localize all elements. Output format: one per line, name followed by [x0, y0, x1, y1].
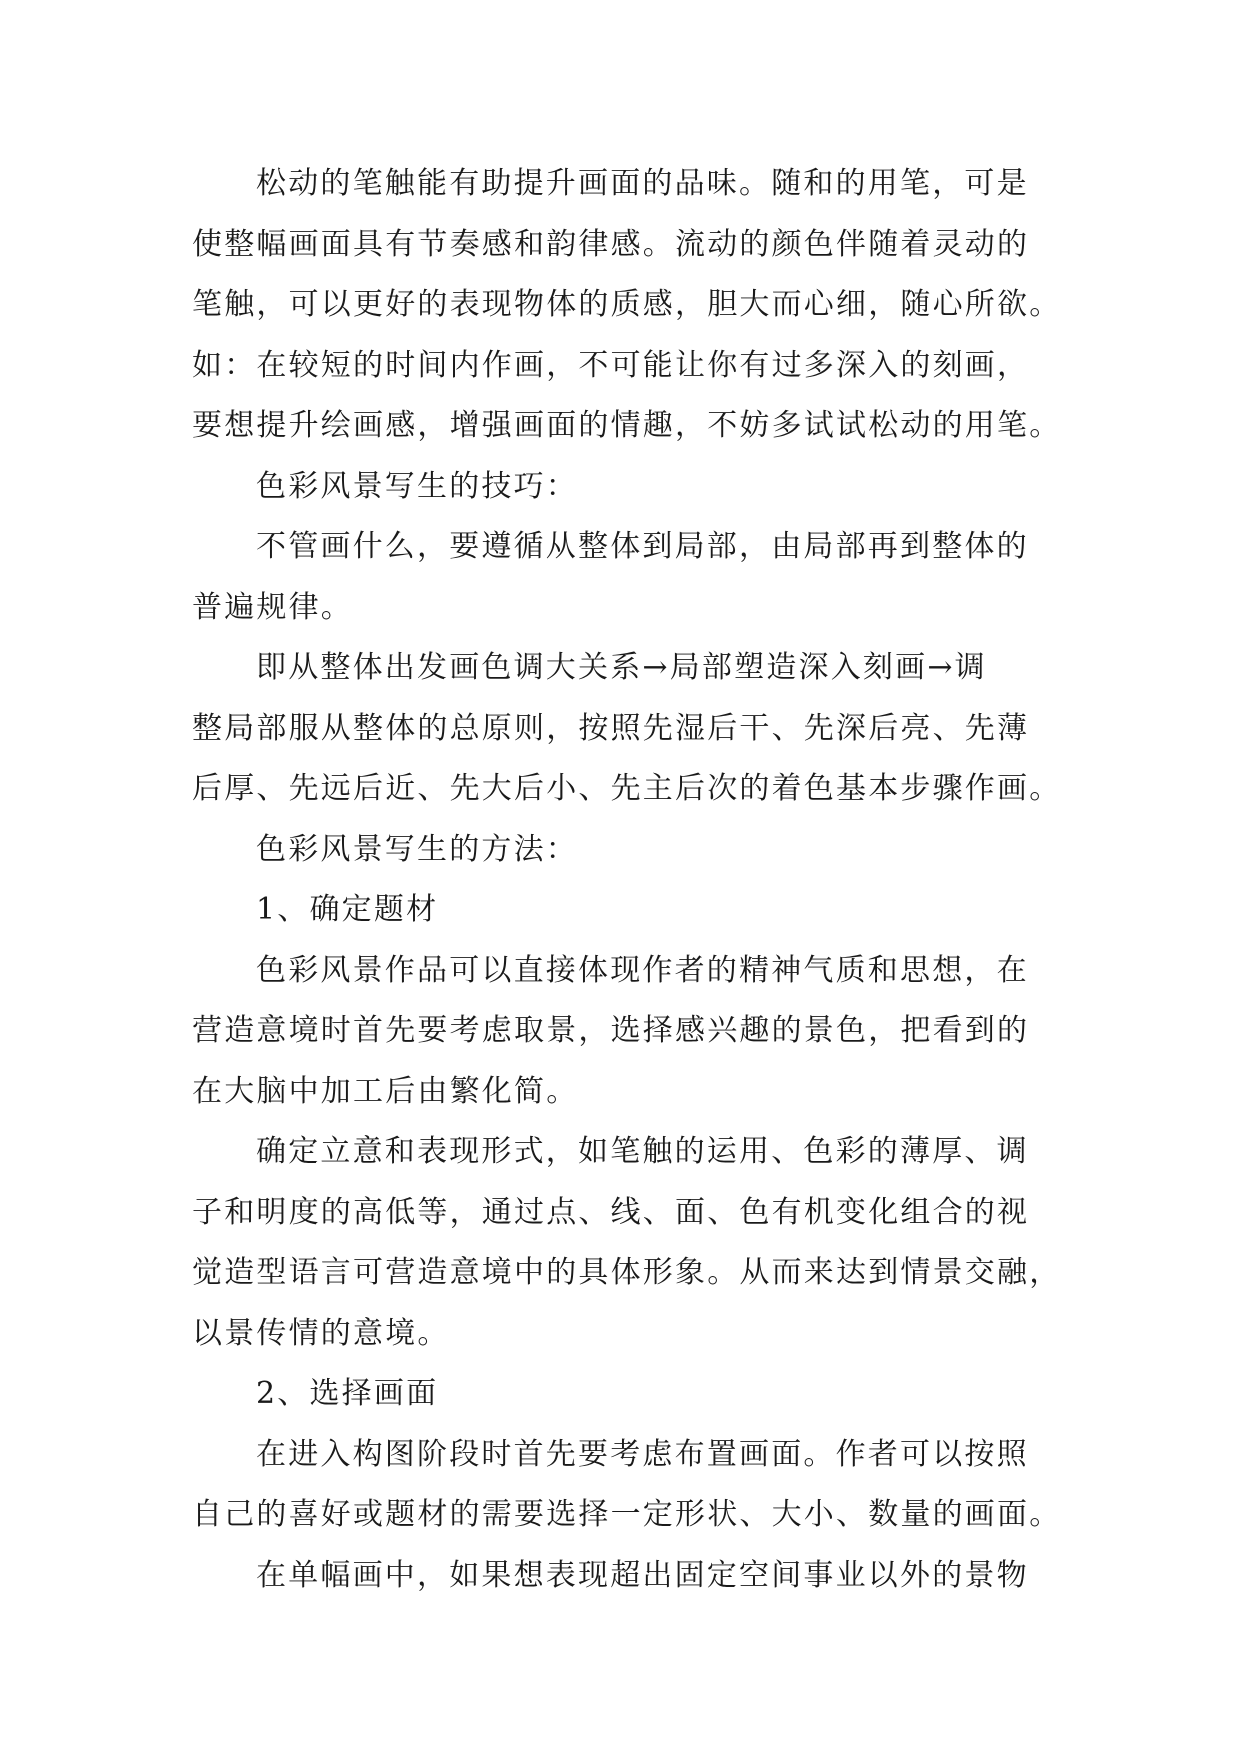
text-line: 2、选择画面	[256, 1376, 439, 1411]
text-line: 在进入构图阶段时首先要考虑布置画面。作者可以按照	[256, 1436, 1029, 1472]
subsection-heading	[192, 1364, 1052, 1425]
paragraph	[192, 1546, 1052, 1607]
paragraph	[192, 517, 1052, 638]
text-line: 1、确定题材	[256, 892, 439, 927]
section-heading	[192, 820, 1052, 881]
text-line: 以景传情的意境。	[192, 1315, 450, 1351]
text-line: 在单幅画中，如果想表现超出固定空间事业以外的景物	[256, 1557, 1029, 1593]
text-line: 要想提升绘画感，增强画面的情趣，不妨多试试松动的用笔。	[192, 408, 1062, 443]
text-line: 觉造型语言可营造意境中的具体形象。从而来达到情景交融，	[192, 1255, 1062, 1290]
text-line: 后厚、先远后近、先大后小、先主后次的着色基本步骤作画。	[192, 771, 1062, 806]
text-line: 色彩风景写生的技巧：	[256, 468, 578, 504]
text-line: 自己的喜好或题材的需要选择一定形状、大小、数量的画面。	[192, 1497, 1062, 1532]
text-line: 子和明度的高低等，通过点、线、面、色有机变化组合的视	[192, 1194, 1030, 1230]
paragraph	[192, 1122, 1062, 1364]
text-line: 在大脑中加工后由繁化简。	[192, 1073, 579, 1109]
document-body	[192, 154, 1062, 1606]
text-line: 不管画什么，要遵循从整体到局部，由局部再到整体的	[256, 529, 1029, 564]
subsection-heading	[192, 880, 1052, 941]
paragraph	[192, 638, 1062, 820]
paragraph	[192, 1425, 1062, 1546]
text-line: 使整幅画面具有节奏感和韵律感。流动的颜色伴随着灵动的	[192, 226, 1030, 262]
text-line: 普遍规律。	[192, 589, 353, 625]
text-line: 整局部服从整体的总原则，按照先湿后干、先深后亮、先薄	[192, 710, 1030, 746]
text-line: 色彩风景写生的方法：	[256, 831, 578, 867]
section-heading	[192, 457, 1052, 518]
text-line: 笔触，可以更好的表现物体的质感，胆大而心细，随心所欲。	[192, 287, 1062, 322]
paragraph	[192, 941, 1052, 1123]
text-line: 营造意境时首先要考虑取景，选择感兴趣的景色，把看到的	[192, 1013, 1030, 1048]
text-line: 即从整体出发画色调大关系→局部塑造深入刻画→调	[256, 650, 987, 685]
text-line: 色彩风景作品可以直接体现作者的精神气质和思想，在	[256, 952, 1029, 988]
text-line: 确定立意和表现形式，如笔触的运用、色彩的薄厚、调	[256, 1134, 1029, 1169]
text-line: 松动的笔触能有助提升画面的品味。随和的用笔，可是	[256, 166, 1029, 201]
text-line: 如：在较短的时间内作画，不可能让你有过多深入的刻画，	[192, 347, 1030, 383]
paragraph	[192, 154, 1062, 457]
